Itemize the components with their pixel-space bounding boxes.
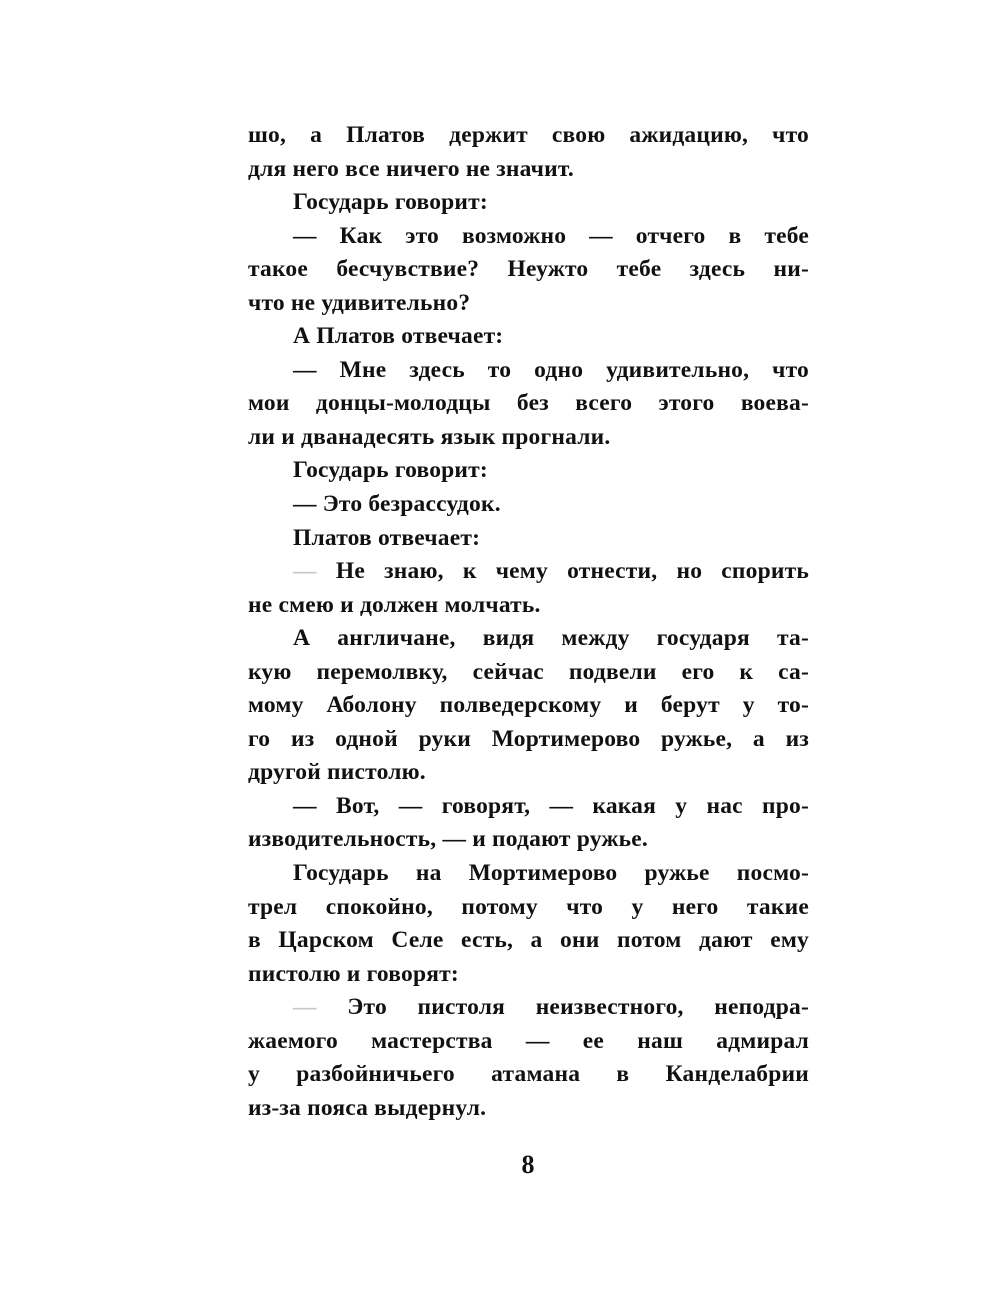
text-line xyxy=(248,555,809,589)
text-line-content: А Платов отвечает: xyxy=(293,323,504,350)
faded-dash: — xyxy=(293,558,317,585)
text-line-content: другой пистолю. xyxy=(248,759,426,786)
page-number xyxy=(0,1150,1000,1180)
text-line xyxy=(248,958,809,992)
text-line-content: у разбойничьего атамана в Канделабрии xyxy=(248,1061,809,1088)
text-line xyxy=(248,153,809,187)
text-line xyxy=(248,991,809,1025)
text-line xyxy=(248,723,809,757)
faded-dash: — xyxy=(293,994,317,1021)
text-line xyxy=(248,119,809,153)
text-line-content: в Царском Селе есть, а они потом дают ему xyxy=(248,927,809,954)
page-body-text xyxy=(248,119,809,1125)
text-line xyxy=(248,823,809,857)
text-line-content: пистолю и говорят: xyxy=(248,960,459,987)
text-line-content: — Как это возможно — отчего в тебе xyxy=(293,222,809,249)
text-line-content: Не знаю, к чему отнести, но спорить xyxy=(335,558,809,585)
text-line-content: Государь говорит: xyxy=(293,457,488,484)
text-line xyxy=(248,186,809,220)
text-line xyxy=(248,656,809,690)
text-line-content: го из одной руки Мортимерово ружье, а из xyxy=(248,725,809,752)
text-line xyxy=(248,354,809,388)
text-line xyxy=(248,589,809,623)
text-line-content: ли и дванадесять язык прогнали. xyxy=(248,423,611,450)
text-line xyxy=(248,488,809,522)
text-line-content: для него все ничего не значит. xyxy=(248,155,574,182)
text-line-content: жаемого мастерства — ее наш адмирал xyxy=(248,1027,809,1054)
text-line xyxy=(248,287,809,321)
text-line xyxy=(248,689,809,723)
text-line-content: что не удивительно? xyxy=(248,289,471,316)
text-line-content: Платов отвечает: xyxy=(293,524,481,551)
text-line xyxy=(248,1025,809,1059)
text-line xyxy=(248,790,809,824)
text-line-content: — Это безрассудок. xyxy=(293,491,501,518)
text-line xyxy=(248,924,809,958)
text-line-content: Государь на Мортимерово ружье посмо- xyxy=(293,860,809,887)
text-line xyxy=(248,320,809,354)
text-line-content: не смею и должен молчать. xyxy=(248,591,541,618)
text-line xyxy=(248,756,809,790)
text-line-content: кую перемолвку, сейчас подвели его к са- xyxy=(248,658,809,685)
text-line xyxy=(248,454,809,488)
text-line-content: Это пистоля неизвестного, неподра- xyxy=(347,994,809,1021)
text-line-content: — Мне здесь то одно удивительно, что xyxy=(293,356,809,383)
text-line xyxy=(248,220,809,254)
text-line-content: из-за пояса выдернул. xyxy=(248,1094,487,1121)
text-line xyxy=(248,387,809,421)
text-line-content: — Вот, — говорят, — какая у нас про- xyxy=(293,792,809,819)
page-number-text: 8 xyxy=(521,1150,535,1179)
text-line-content: шо, а Платов держит свою ажидацию, что xyxy=(248,122,809,148)
text-line xyxy=(248,857,809,891)
text-line xyxy=(248,522,809,556)
text-line-content: трел спокойно, потому что у него такие xyxy=(248,893,809,920)
text-line-content: изводительность, — и подают ружье. xyxy=(248,826,648,853)
text-line-content: мои донцы-молодцы без всего этого воева- xyxy=(248,390,809,417)
text-line-content: мому Аболону полведерскому и берут у то- xyxy=(248,692,809,719)
text-line xyxy=(248,622,809,656)
text-line-content: такое бесчувствие? Неужто тебе здесь ни- xyxy=(248,256,809,283)
text-line-content: Государь говорит: xyxy=(293,189,488,216)
text-line-content: А англичане, видя между государя та- xyxy=(293,625,809,652)
text-line xyxy=(248,253,809,287)
text-line xyxy=(248,421,809,455)
text-line xyxy=(248,891,809,925)
text-line xyxy=(248,1058,809,1092)
text-line xyxy=(248,1092,809,1126)
